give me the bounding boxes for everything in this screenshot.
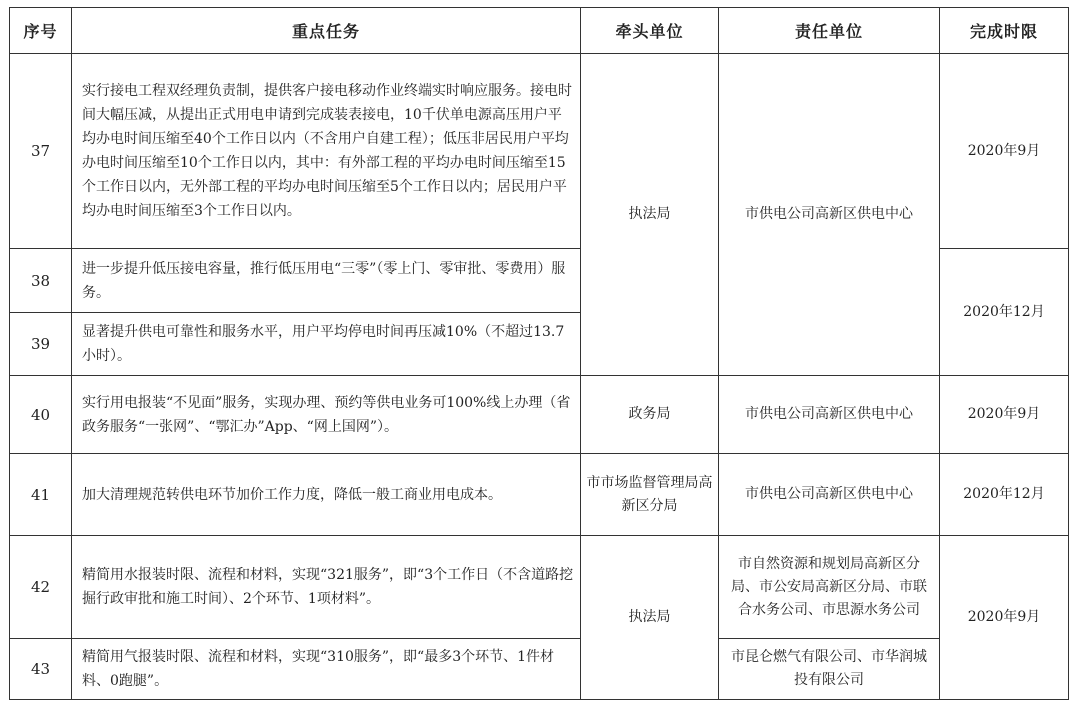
row-seq: 43 xyxy=(10,639,72,700)
row-deadline: 2020年12月 xyxy=(940,454,1069,536)
header-lead: 牵头单位 xyxy=(581,8,719,54)
row-seq: 40 xyxy=(10,376,72,454)
table-row xyxy=(10,639,1069,700)
row-resp: 市供电公司高新区供电中心 xyxy=(719,54,940,376)
row-seq: 38 xyxy=(10,249,72,313)
row-task: 加大清理规范转供电环节加价工作力度，降低一般工商业用电成本。 xyxy=(72,454,581,536)
header-deadline: 完成时限 xyxy=(940,8,1069,54)
row-resp: 市昆仑燃气有限公司、市华润城投有限公司 xyxy=(719,639,940,700)
header-resp: 责任单位 xyxy=(719,8,940,54)
row-resp: 市供电公司高新区供电中心 xyxy=(719,454,940,536)
row-task: 实行用电报装“不见面”服务，实现办理、预约等供电业务可100%线上办理（省政务服务“一张网”、“鄂汇办”App、“网上国网”）。 xyxy=(72,376,581,454)
row-lead: 政务局 xyxy=(581,376,719,454)
row-task: 显著提升供电可靠性和服务水平，用户平均停电时间再压减10%（不超过13.7小时）。 xyxy=(72,313,581,376)
row-lead: 执法局 xyxy=(581,536,719,700)
row-seq: 37 xyxy=(10,54,72,249)
row-task: 进一步提升低压接电容量，推行低压用电“三零”（零上门、零审批、零费用）服务。 xyxy=(72,249,581,313)
row-deadline: 2020年9月 xyxy=(940,376,1069,454)
header-seq: 序号 xyxy=(10,8,72,54)
header-row xyxy=(10,8,1069,54)
row-task: 精简用气报装时限、流程和材料，实现“310服务”，即“最多3个环节、1件材料、0跑腿”。 xyxy=(72,639,581,700)
row-task: 实行接电工程双经理负责制，提供客户接电移动作业终端实时响应服务。接电时间大幅压减，从提出正式用电申请到完成装表接电，10千伏单电源高压用户平均办电时间压缩至40个工作日以内（不含用户自建工程）；低压非居民用户平均办电时间压缩至10个工作日以内，其中：有外部工程的平均办电时间压缩至15个工作日以内，无外部工程的平均办电时间压缩至5个工作日以内；居民用户平均办电时间压缩至3个工作日以内。 xyxy=(72,54,581,249)
table-row xyxy=(10,536,1069,639)
table-row xyxy=(10,376,1069,454)
row-deadline: 2020年9月 xyxy=(940,536,1069,700)
row-seq: 41 xyxy=(10,454,72,536)
row-resp: 市供电公司高新区供电中心 xyxy=(719,376,940,454)
row-resp: 市自然资源和规划局高新区分局、市公安局高新区分局、市联合水务公司、市思源水务公司 xyxy=(719,536,940,639)
row-deadline: 2020年12月 xyxy=(940,249,1069,376)
row-seq: 39 xyxy=(10,313,72,376)
table-row xyxy=(10,454,1069,536)
header-task: 重点任务 xyxy=(72,8,581,54)
row-lead: 执法局 xyxy=(581,54,719,376)
row-seq: 42 xyxy=(10,536,72,639)
row-lead: 市市场监督管理局高新区分局 xyxy=(581,454,719,536)
row-deadline: 2020年9月 xyxy=(940,54,1069,249)
table-row xyxy=(10,54,1069,249)
task-table xyxy=(9,7,1069,700)
row-task: 精简用水报装时限、流程和材料，实现“321服务”，即“3个工作日（不含道路挖掘行政审批和施工时间）、2个环节、1项材料”。 xyxy=(72,536,581,639)
